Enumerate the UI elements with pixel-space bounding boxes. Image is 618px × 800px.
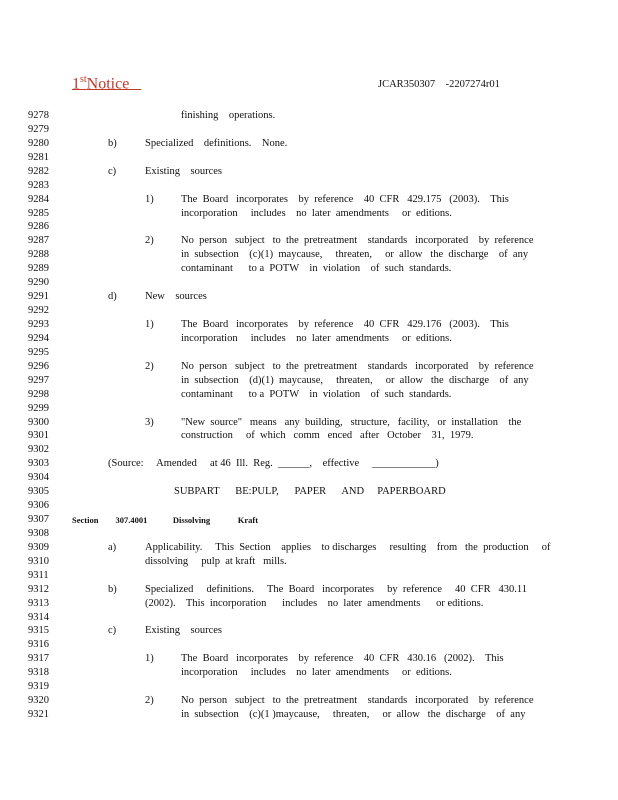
line-number: 9298 [28, 388, 49, 400]
line-number: 9299 [28, 402, 49, 414]
notice-number: 1 [72, 75, 80, 93]
line-text: incorporation includes no later amendments or editions. [181, 207, 452, 219]
item-label: 2) [145, 235, 154, 247]
document-line [0, 694, 618, 708]
item-label: 1) [145, 653, 154, 665]
document-line [0, 541, 618, 555]
header-code: JCAR350307 -2207274r01 [378, 79, 500, 90]
item-label: 3) [145, 416, 154, 428]
line-text: The Board incorporates by reference 40 CFR 429.176 (2003). This [181, 318, 509, 330]
line-number: 9286 [28, 221, 49, 233]
item-label: a) [108, 541, 117, 553]
line-text: Existing sources [145, 625, 222, 637]
line-text: (2002). This incorporation includes no later amendments or editions. [145, 597, 484, 609]
item-label: 2) [145, 695, 154, 707]
line-text: The Board incorporates by reference 40 CFR 429.175 (2003). This [181, 193, 509, 205]
line-number: 9278 [28, 110, 49, 121]
section-heading: Section 307.4001 Dissolving Kraft [72, 515, 259, 525]
document-line [0, 109, 618, 123]
subpart-heading: SUBPART BE:PULP, PAPER AND PAPERBOARD [174, 486, 446, 498]
line-number: 9304 [28, 472, 49, 484]
document-line [0, 597, 618, 611]
line-number: 9291 [28, 291, 49, 303]
line-number: 9283 [28, 179, 49, 191]
document-line [0, 276, 618, 290]
document-line [0, 471, 618, 485]
line-number: 9301 [28, 430, 49, 442]
notice-superscript: st [80, 74, 87, 85]
document-line [0, 611, 618, 625]
document-line [0, 513, 618, 527]
line-text: No person subject to the pretreatment standards incorporated by reference [181, 235, 534, 247]
line-text: (Source: Amended at 46 Ill. Reg. ______, effective ____________) [108, 458, 439, 470]
document-line [0, 485, 618, 499]
header-notice [72, 74, 141, 93]
line-number: 9318 [28, 667, 49, 679]
line-text: No person subject to the pretreatment standards incorporated by reference [181, 360, 534, 372]
line-text: Specialized definitions. None. [145, 137, 288, 149]
document-line [0, 555, 618, 569]
document-line [0, 374, 618, 388]
line-number: 9293 [28, 318, 49, 330]
line-number: 9279 [28, 123, 49, 135]
line-number: 9320 [28, 695, 49, 707]
document-line [0, 527, 618, 541]
document-line [0, 569, 618, 583]
line-number: 9315 [28, 625, 49, 637]
line-number: 9303 [28, 458, 49, 470]
line-text: construction of which comm enced after October 31, 1979. [181, 430, 474, 442]
document-line [0, 583, 618, 597]
document-line [0, 443, 618, 457]
line-text: in subsection (d)(1) maycause, threaten, or allow the discharge of any [181, 374, 529, 386]
line-text: in subsection (c)(1 )maycause, threaten, or allow the discharge of any [181, 709, 526, 720]
document-line [0, 207, 618, 221]
item-label: c) [108, 625, 117, 637]
line-text: No person subject to the pretreatment standards incorporated by reference [181, 695, 534, 707]
document-line [0, 652, 618, 666]
line-number: 9290 [28, 277, 49, 289]
line-number: 9280 [28, 137, 49, 149]
line-number: 9312 [28, 583, 49, 595]
line-number: 9287 [28, 235, 49, 247]
document-line [0, 680, 618, 694]
item-label: c) [108, 165, 117, 177]
line-number: 9285 [28, 207, 49, 219]
line-number: 9300 [28, 416, 49, 428]
document-line [0, 346, 618, 360]
line-text: in subsection (c)(1) maycause, threaten, or allow the discharge of any [181, 249, 529, 261]
line-text: New sources [145, 291, 207, 303]
line-number: 9317 [28, 653, 49, 665]
document-line [0, 457, 618, 471]
line-number: 9309 [28, 541, 49, 553]
line-number: 9305 [28, 486, 49, 498]
line-number: 9311 [28, 569, 49, 581]
line-number: 9313 [28, 597, 49, 609]
document-line [0, 388, 618, 402]
item-label: 1) [145, 318, 154, 330]
document-line [0, 137, 618, 151]
document-line [0, 220, 618, 234]
document-line [0, 234, 618, 248]
line-text: dissolving pulp at kraft mills. [145, 555, 287, 567]
item-label: 2) [145, 360, 154, 372]
line-number: 9288 [28, 249, 49, 261]
notice-word: Notice [86, 75, 130, 93]
line-number: 9281 [28, 151, 49, 163]
item-label: b) [108, 583, 117, 595]
line-number: 9284 [28, 193, 49, 205]
line-text: Specialized definitions. The Board incorporates by reference 40 CFR 430.11 [145, 583, 527, 595]
document-line [0, 304, 618, 318]
line-number: 9294 [28, 332, 49, 344]
line-number: 9292 [28, 305, 49, 316]
line-number: 9282 [28, 165, 49, 177]
line-text: incorporation includes no later amendments or editions. [181, 667, 452, 679]
document-line [0, 332, 618, 346]
document-line [0, 402, 618, 416]
document-line [0, 123, 618, 137]
line-text: Applicability. This Section applies to discharges resulting from the production of [145, 541, 551, 553]
document-line [0, 262, 618, 276]
line-number: 9296 [28, 360, 49, 372]
document-line [0, 499, 618, 513]
line-text: contaminant to a POTW in violation of such standards. [181, 263, 452, 275]
line-number: 9310 [28, 555, 49, 567]
document-line [0, 290, 618, 304]
document-line [0, 624, 618, 638]
document-line [0, 318, 618, 332]
line-text: contaminant to a POTW in violation of such standards. [181, 388, 452, 400]
document-line [0, 151, 618, 165]
document-line [0, 638, 618, 652]
line-number: 9316 [28, 639, 49, 651]
item-label: 1) [145, 193, 154, 205]
line-text: finishing operations. [181, 110, 276, 121]
document-line [0, 193, 618, 207]
document-line [0, 165, 618, 179]
line-number: 9295 [28, 346, 49, 358]
line-number: 9319 [28, 681, 49, 693]
line-text: incorporation includes no later amendments or editions. [181, 332, 452, 344]
line-number: 9302 [28, 444, 49, 456]
document-line [0, 360, 618, 374]
line-number: 9289 [28, 263, 49, 275]
document-line [0, 666, 618, 680]
document-line [0, 248, 618, 262]
line-number: 9297 [28, 374, 49, 386]
item-label: d) [108, 291, 117, 303]
document-line [0, 179, 618, 193]
document-line [0, 429, 618, 443]
document-line [0, 708, 618, 722]
line-text: "New source" means any building, structure, facility, or installation the [181, 416, 522, 428]
line-number: 9321 [28, 709, 49, 720]
document-line [0, 416, 618, 430]
line-number: 9308 [28, 527, 49, 539]
item-label: b) [108, 137, 117, 149]
line-text: The Board incorporates by reference 40 CFR 430.16 (2002). This [181, 653, 504, 665]
line-number: 9307 [28, 514, 49, 525]
line-text: Existing sources [145, 165, 222, 177]
line-number: 9306 [28, 500, 49, 511]
line-number: 9314 [28, 611, 49, 623]
